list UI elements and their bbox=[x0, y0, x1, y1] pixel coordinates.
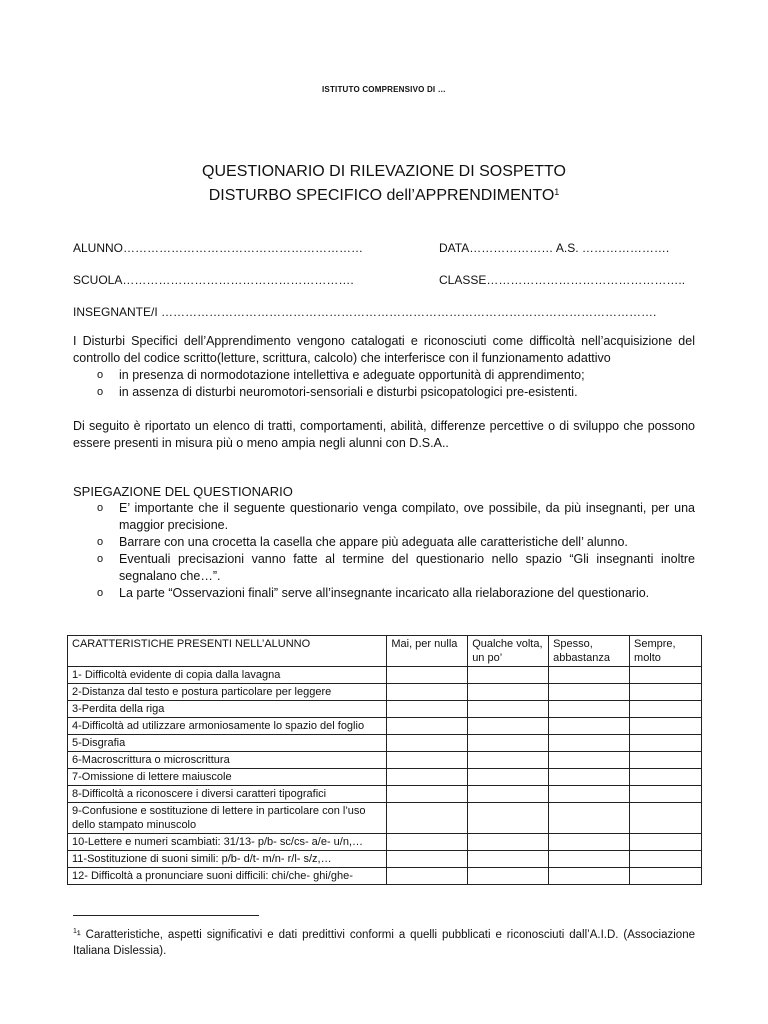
answer-cell-often[interactable] bbox=[549, 803, 630, 834]
intro-paragraph-2: Di seguito è riportato un elenco di tratti, comportamenti, abilità, differenze percettive o di sviluppo che possono essere presenti in misura più o meno ampia negli alunni con D.S.A.. bbox=[73, 419, 695, 450]
row-label: 1- Difficoltà evidente di copia dalla lavagna bbox=[68, 667, 387, 684]
field-classe: CLASSE………………………………………….. bbox=[439, 273, 686, 287]
answer-cell-sometimes[interactable] bbox=[468, 701, 549, 718]
row-label: 3-Perdita della riga bbox=[68, 701, 387, 718]
answer-cell-never[interactable] bbox=[387, 667, 468, 684]
answer-cell-never[interactable] bbox=[387, 769, 468, 786]
answer-cell-often[interactable] bbox=[549, 786, 630, 803]
table-row bbox=[68, 752, 702, 769]
answer-cell-never[interactable] bbox=[387, 718, 468, 735]
answer-cell-always[interactable] bbox=[630, 769, 702, 786]
row-label: 4-Difficoltà ad utilizzare armoniosamente lo spazio del foglio bbox=[68, 718, 387, 735]
answer-cell-sometimes[interactable] bbox=[468, 752, 549, 769]
answer-cell-often[interactable] bbox=[549, 701, 630, 718]
table-row bbox=[68, 803, 702, 834]
answer-cell-sometimes[interactable] bbox=[468, 834, 549, 851]
answer-cell-sometimes[interactable] bbox=[468, 769, 549, 786]
answer-cell-never[interactable] bbox=[387, 735, 468, 752]
bullet-marker: o bbox=[97, 502, 104, 514]
table-row bbox=[68, 718, 702, 735]
answer-cell-sometimes[interactable] bbox=[468, 803, 549, 834]
answer-cell-often[interactable] bbox=[549, 718, 630, 735]
table-row bbox=[68, 868, 702, 885]
row-label: 11-Sostituzione di suoni simili: p/b- d/t- m/n- r/l- s/z,… bbox=[68, 851, 387, 868]
answer-cell-often[interactable] bbox=[549, 735, 630, 752]
answer-cell-always[interactable] bbox=[630, 752, 702, 769]
header-often: Spesso, abbastanza bbox=[549, 636, 630, 667]
bullet-marker: o bbox=[97, 553, 104, 565]
header-characteristics: CARATTERISTICHE PRESENTI NELL’ALUNNO bbox=[68, 636, 387, 667]
title-line-2-text: DISTURBO SPECIFICO dell’APPRENDIMENTO bbox=[208, 187, 555, 204]
answer-cell-sometimes[interactable] bbox=[468, 684, 549, 701]
answer-cell-sometimes[interactable] bbox=[468, 667, 549, 684]
table-header-row bbox=[68, 636, 702, 667]
explanation-bullets bbox=[73, 500, 695, 602]
field-insegnante: INSEGNANTE/I ……………………………………………………………………………………………………………. bbox=[73, 305, 657, 319]
row-label: 9-Confusione e sostituzione di lettere in particolare con l’uso dello stampato minuscolo bbox=[68, 803, 387, 834]
table-row bbox=[68, 769, 702, 786]
footnote bbox=[73, 924, 695, 959]
bullet-text: La parte “Osservazioni finali” serve all’insegnante incaricato alla rielaborazione del questionario. bbox=[119, 586, 650, 600]
explanation-bullet-item bbox=[73, 551, 695, 585]
intro-paragraph: I Disturbi Specifici dell’Apprendimento vengono catalogati e riconosciuti come difficoltà nell’acquisizione del controllo del codice scritto(letture, scrittura, calcolo) che interferisce con il funzionamento adattivo bbox=[73, 334, 695, 365]
title-footnote-mark: 1 bbox=[554, 187, 560, 197]
footnote-divider bbox=[73, 915, 259, 916]
header-always: Sempre, molto bbox=[630, 636, 702, 667]
answer-cell-always[interactable] bbox=[630, 667, 702, 684]
field-data: DATA………………… A.S. …………………. bbox=[439, 241, 670, 255]
answer-cell-sometimes[interactable] bbox=[468, 851, 549, 868]
row-label: 2-Distanza dal testo e postura particolare per leggere bbox=[68, 684, 387, 701]
field-scuola: SCUOLA…………………………………………………. bbox=[73, 273, 354, 287]
answer-cell-often[interactable] bbox=[549, 834, 630, 851]
answer-cell-always[interactable] bbox=[630, 786, 702, 803]
bullet-marker: o bbox=[97, 386, 104, 398]
answer-cell-never[interactable] bbox=[387, 868, 468, 885]
explanation-bullet-item bbox=[73, 534, 695, 551]
answer-cell-always[interactable] bbox=[630, 735, 702, 752]
bullet-text: in presenza di normodotazione intellettiva e adeguate opportunità di apprendimento; bbox=[119, 368, 585, 382]
row-label: 8-Difficoltà a riconoscere i diversi caratteri tipografici bbox=[68, 786, 387, 803]
explanation-bullet-item bbox=[73, 500, 695, 534]
row-label: 6-Macroscrittura o microscrittura bbox=[68, 752, 387, 769]
explanation-heading: SPIEGAZIONE DEL QUESTIONARIO bbox=[73, 484, 293, 499]
bullet-marker: o bbox=[97, 536, 104, 548]
bullet-text: Barrare con una crocetta la casella che appare più adeguata alle caratteristiche dell’ alunno. bbox=[119, 535, 628, 549]
bullet-text: in assenza di disturbi neuromotori-sensoriali e disturbi psicopatologici pre-esistenti. bbox=[119, 385, 578, 399]
questionnaire-table bbox=[67, 635, 702, 885]
answer-cell-sometimes[interactable] bbox=[468, 786, 549, 803]
answer-cell-always[interactable] bbox=[630, 684, 702, 701]
title-line-1: QUESTIONARIO DI RILEVAZIONE DI SOSPETTO bbox=[202, 163, 566, 180]
answer-cell-never[interactable] bbox=[387, 684, 468, 701]
answer-cell-never[interactable] bbox=[387, 834, 468, 851]
answer-cell-often[interactable] bbox=[549, 769, 630, 786]
answer-cell-always[interactable] bbox=[630, 803, 702, 834]
bullet-marker: o bbox=[97, 369, 104, 381]
explanation-bullet-item bbox=[73, 585, 695, 602]
bullet-text: E’ importante che il seguente questionario venga compilato, ove possibile, da più insegnanti, per una maggior precisione. bbox=[119, 501, 695, 532]
bullet-marker: o bbox=[97, 587, 104, 599]
row-label: 7-Omissione di lettere maiuscole bbox=[68, 769, 387, 786]
answer-cell-often[interactable] bbox=[549, 752, 630, 769]
table-row bbox=[68, 735, 702, 752]
table-row bbox=[68, 851, 702, 868]
institute-name: ISTITUTO COMPRENSIVO DI … bbox=[322, 85, 446, 94]
answer-cell-sometimes[interactable] bbox=[468, 735, 549, 752]
answer-cell-often[interactable] bbox=[549, 684, 630, 701]
answer-cell-always[interactable] bbox=[630, 701, 702, 718]
answer-cell-often[interactable] bbox=[549, 851, 630, 868]
answer-cell-often[interactable] bbox=[549, 667, 630, 684]
answer-cell-sometimes[interactable] bbox=[468, 718, 549, 735]
row-label: 12- Difficoltà a pronunciare suoni difficili: chi/che- ghi/ghe- bbox=[68, 868, 387, 885]
bullet-text: Eventuali precisazioni vanno fatte al termine del questionario nello spazio “Gli insegnanti inoltre segnalano che…”. bbox=[119, 552, 695, 583]
answer-cell-sometimes[interactable] bbox=[468, 868, 549, 885]
intro-bullet-item bbox=[73, 367, 695, 384]
intro-bullets bbox=[73, 367, 695, 401]
answer-cell-never[interactable] bbox=[387, 803, 468, 834]
answer-cell-never[interactable] bbox=[387, 851, 468, 868]
answer-cell-never[interactable] bbox=[387, 786, 468, 803]
table-body bbox=[68, 667, 702, 885]
table-row bbox=[68, 834, 702, 851]
table-row bbox=[68, 786, 702, 803]
intro-bullet-item bbox=[73, 384, 695, 401]
answer-cell-often[interactable] bbox=[549, 868, 630, 885]
answer-cell-never[interactable] bbox=[387, 752, 468, 769]
answer-cell-never[interactable] bbox=[387, 701, 468, 718]
table-row bbox=[68, 684, 702, 701]
table-row bbox=[68, 701, 702, 718]
answer-cell-always[interactable] bbox=[630, 868, 702, 885]
footnote-mark: 1 bbox=[73, 928, 77, 935]
row-label: 10-Lettere e numeri scambiati: 31/13- p/b- sc/cs- a/e- u/n,… bbox=[68, 834, 387, 851]
title-line-2 bbox=[0, 182, 768, 206]
answer-cell-always[interactable] bbox=[630, 718, 702, 735]
header-sometimes: Qualche volta, un po’ bbox=[468, 636, 549, 667]
table-row bbox=[68, 667, 702, 684]
answer-cell-always[interactable] bbox=[630, 851, 702, 868]
footnote-text: ¹ Caratteristiche, aspetti significativi e dati predittivi conformi a quelli pubblicati e riconosciuti dall’A.I.D. (Associazione Italiana Dislessia). bbox=[73, 929, 695, 957]
field-alunno: ALUNNO…………………………………………………… bbox=[73, 241, 364, 255]
row-label: 5-Disgrafia bbox=[68, 735, 387, 752]
answer-cell-always[interactable] bbox=[630, 834, 702, 851]
header-never: Mai, per nulla bbox=[387, 636, 468, 667]
